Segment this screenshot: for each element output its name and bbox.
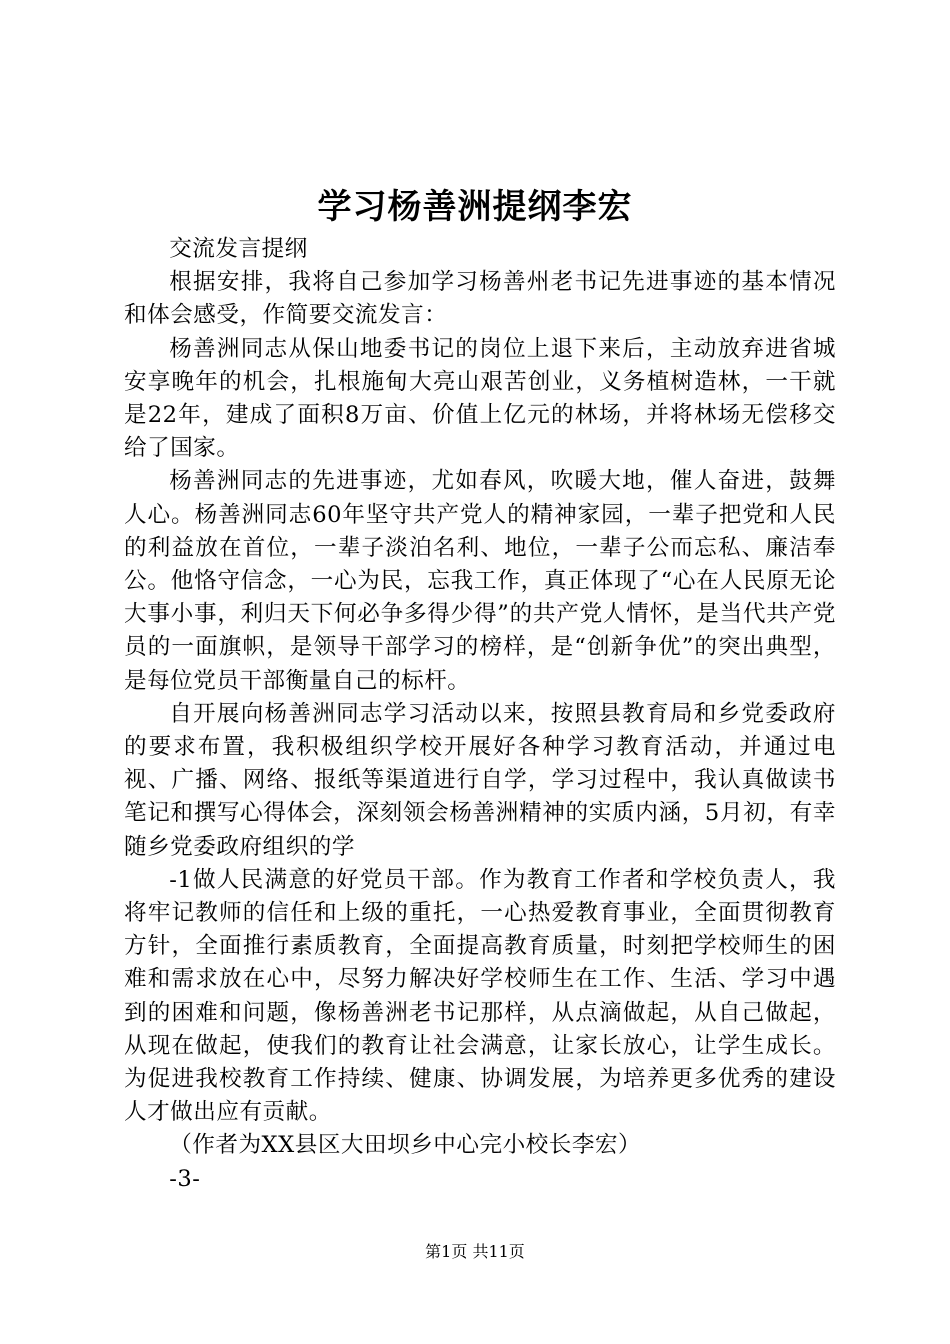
document-title: 学习杨善洲提纲李宏 xyxy=(317,187,633,227)
paragraph: 根据安排，我将自己参加学习杨善州老书记先进事迹的基本情况和体会感受，作简要交流发言： xyxy=(124,269,836,329)
paragraph: 杨善洲同志的先进事迹，尤如春风，吹暖大地，催人奋进，鼓舞人心。杨善洲同志60年坚守共产党人的精神家园，一辈子把党和人民的利益放在首位，一辈子淡泊名利、地位，一辈子公而忘私、廉洁奉公。他恪守信念，一心为民，忘我工作，真正体现了“心在人民原无论大事小事，利归天下何必争多得少得”的共产党人情怀，是当代共产党员的一面旗帜，是领导干部学习的榜样，是“创新争优”的突出典型，是每位党员干部衡量自己的标杆。 xyxy=(124,468,836,694)
paragraph: 杨善洲同志从保山地委书记的岗位上退下来后，主动放弃进省城安享晚年的机会，扎根施甸大亮山艰苦创业，义务植树造林，一干就是22年，建成了面积8万亩、价值上亿元的林场，并将林场无偿移交给了国家。 xyxy=(124,335,836,462)
inner-page-number: -3- xyxy=(169,1165,201,1192)
author-note: （作者为XX县区大田坝乡中心完小校长李宏） xyxy=(169,1132,642,1159)
paragraph: 自开展向杨善洲同志学习活动以来，按照县教育局和乡党委政府的要求布置，我积极组织学校开展好各种学习教育活动，并通过电视、广播、网络、报纸等渠道进行自学，学习过程中，我认真做读书笔记和撰写心得体会，深刻领会杨善洲精神的实质内涵，5月初，有幸随乡党委政府组织的学 xyxy=(124,700,836,860)
document-body xyxy=(124,233,836,1196)
page-footer: 第1页 共11页 xyxy=(425,1242,525,1261)
paragraph: -1做人民满意的好党员干部。作为教育工作者和学校负责人，我将牢记教师的信任和上级的重托，一心热爱教育事业，全面贯彻教育方针，全面推行素质教育，全面提高教育质量，时刻把学校师生的困难和需求放在心中，尽努力解决好学校师生在工作、生活、学习中遇到的困难和问题，像杨善洲老书记那样，从点滴做起，从自己做起，从现在做起，使我们的教育让社会满意，让家长放心，让学生成长。为促进我校教育工作持续、健康、协调发展，为培养更多优秀的建设人才做出应有贡献。 xyxy=(124,866,836,1126)
paragraph-heading: 交流发言提纲 xyxy=(169,236,308,262)
